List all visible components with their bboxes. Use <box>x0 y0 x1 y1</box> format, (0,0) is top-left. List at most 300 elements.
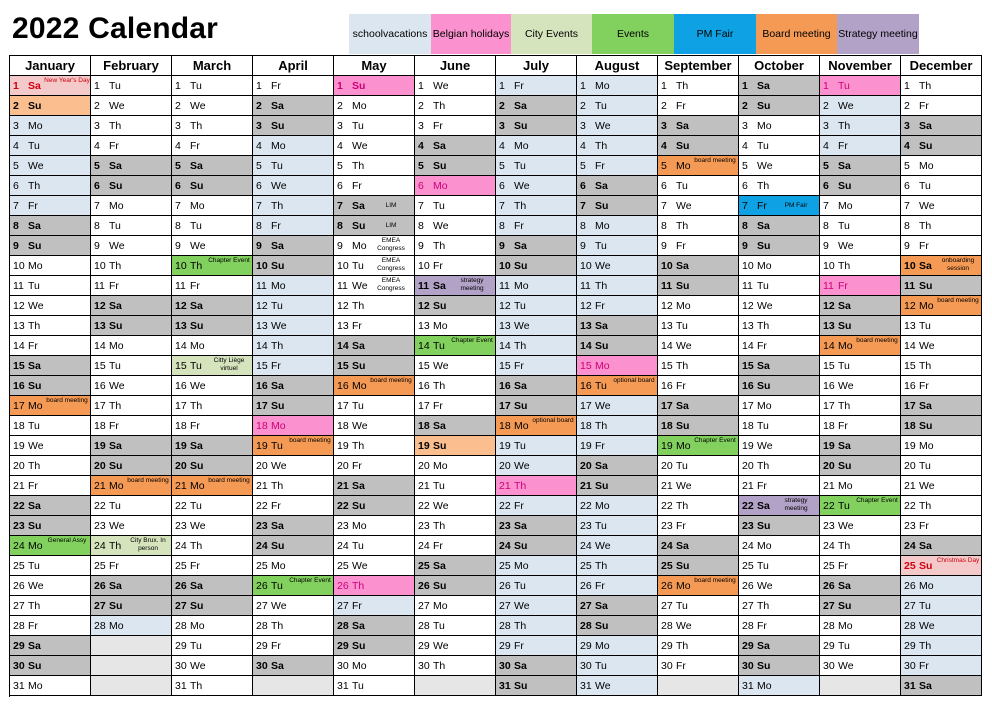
day-cell[interactable] <box>739 156 820 176</box>
day-cell[interactable] <box>91 316 172 336</box>
day-cell[interactable] <box>577 236 658 256</box>
day-cell[interactable] <box>901 496 982 516</box>
day-cell[interactable] <box>334 276 415 296</box>
day-cell[interactable] <box>658 616 739 636</box>
day-cell[interactable] <box>658 116 739 136</box>
day-cell[interactable] <box>496 116 577 136</box>
day-cell[interactable] <box>91 116 172 136</box>
day-cell[interactable] <box>820 516 901 536</box>
day-cell[interactable] <box>658 596 739 616</box>
day-cell[interactable] <box>334 636 415 656</box>
day-cell[interactable] <box>172 276 253 296</box>
day-cell[interactable] <box>496 636 577 656</box>
day-cell[interactable] <box>901 276 982 296</box>
day-cell[interactable] <box>658 156 739 176</box>
day-cell[interactable] <box>415 476 496 496</box>
day-cell[interactable] <box>658 176 739 196</box>
day-cell[interactable] <box>739 516 820 536</box>
day-cell[interactable] <box>577 656 658 676</box>
day-cell[interactable] <box>91 556 172 576</box>
day-cell[interactable] <box>172 496 253 516</box>
day-cell[interactable] <box>334 416 415 436</box>
day-cell[interactable] <box>577 156 658 176</box>
day-cell[interactable] <box>901 576 982 596</box>
day-cell[interactable] <box>334 476 415 496</box>
day-cell[interactable] <box>820 296 901 316</box>
day-cell[interactable] <box>820 256 901 276</box>
day-cell[interactable] <box>658 436 739 456</box>
day-cell[interactable] <box>496 136 577 156</box>
day-cell[interactable] <box>496 236 577 256</box>
day-cell[interactable] <box>820 196 901 216</box>
day-cell[interactable] <box>253 116 334 136</box>
day-cell[interactable] <box>901 356 982 376</box>
day-cell[interactable] <box>415 196 496 216</box>
day-cell[interactable] <box>91 96 172 116</box>
day-cell[interactable] <box>253 176 334 196</box>
day-cell[interactable] <box>172 416 253 436</box>
day-cell[interactable] <box>253 316 334 336</box>
day-cell[interactable] <box>10 136 91 156</box>
day-cell[interactable] <box>253 256 334 276</box>
day-cell[interactable] <box>739 136 820 156</box>
day-cell[interactable] <box>253 596 334 616</box>
day-cell[interactable] <box>820 276 901 296</box>
day-cell[interactable] <box>658 576 739 596</box>
day-cell[interactable] <box>901 676 982 696</box>
day-cell[interactable] <box>820 536 901 556</box>
day-cell[interactable] <box>91 276 172 296</box>
day-cell[interactable] <box>577 276 658 296</box>
day-cell[interactable] <box>496 376 577 396</box>
day-cell[interactable] <box>739 176 820 196</box>
day-cell[interactable] <box>91 236 172 256</box>
day-cell[interactable] <box>739 356 820 376</box>
day-cell[interactable] <box>820 136 901 156</box>
day-cell[interactable] <box>496 356 577 376</box>
day-cell[interactable] <box>334 76 415 96</box>
day-cell[interactable] <box>91 136 172 156</box>
day-cell[interactable] <box>739 196 820 216</box>
day-cell[interactable] <box>739 576 820 596</box>
day-cell[interactable] <box>172 76 253 96</box>
day-cell[interactable] <box>577 496 658 516</box>
day-cell[interactable] <box>739 316 820 336</box>
day-cell[interactable] <box>577 356 658 376</box>
day-cell[interactable] <box>415 156 496 176</box>
day-cell[interactable] <box>820 596 901 616</box>
day-cell[interactable] <box>820 336 901 356</box>
day-cell[interactable] <box>901 136 982 156</box>
day-cell[interactable] <box>10 316 91 336</box>
day-cell[interactable] <box>496 536 577 556</box>
day-cell[interactable] <box>901 616 982 636</box>
day-cell[interactable] <box>820 356 901 376</box>
day-cell[interactable] <box>577 436 658 456</box>
day-cell[interactable] <box>901 396 982 416</box>
day-cell[interactable] <box>577 476 658 496</box>
day-cell[interactable] <box>739 96 820 116</box>
day-cell[interactable] <box>820 76 901 96</box>
day-cell[interactable] <box>334 656 415 676</box>
day-cell[interactable] <box>253 576 334 596</box>
day-cell[interactable] <box>415 76 496 96</box>
day-cell[interactable] <box>496 156 577 176</box>
day-cell[interactable] <box>739 496 820 516</box>
day-cell[interactable] <box>253 276 334 296</box>
day-cell[interactable] <box>10 216 91 236</box>
day-cell[interactable] <box>415 616 496 636</box>
day-cell[interactable] <box>253 76 334 96</box>
day-cell[interactable] <box>172 456 253 476</box>
day-cell[interactable] <box>10 396 91 416</box>
day-cell[interactable] <box>172 96 253 116</box>
day-cell[interactable] <box>496 516 577 536</box>
day-cell[interactable] <box>415 396 496 416</box>
day-cell[interactable] <box>10 276 91 296</box>
day-cell[interactable] <box>91 576 172 596</box>
day-cell[interactable] <box>10 636 91 656</box>
day-cell[interactable] <box>10 96 91 116</box>
day-cell[interactable] <box>820 216 901 236</box>
day-cell[interactable] <box>415 296 496 316</box>
day-cell[interactable] <box>415 376 496 396</box>
day-cell[interactable] <box>658 196 739 216</box>
day-cell[interactable] <box>901 176 982 196</box>
day-cell[interactable] <box>739 616 820 636</box>
day-cell[interactable] <box>901 516 982 536</box>
day-cell[interactable] <box>577 376 658 396</box>
day-cell[interactable] <box>172 296 253 316</box>
day-cell[interactable] <box>496 276 577 296</box>
day-cell[interactable] <box>253 396 334 416</box>
day-cell[interactable] <box>334 136 415 156</box>
day-cell[interactable] <box>172 636 253 656</box>
day-cell[interactable] <box>91 496 172 516</box>
day-cell[interactable] <box>901 596 982 616</box>
day-cell[interactable] <box>334 256 415 276</box>
day-cell[interactable] <box>91 476 172 496</box>
day-cell[interactable] <box>10 416 91 436</box>
day-cell[interactable] <box>739 116 820 136</box>
day-cell[interactable] <box>901 656 982 676</box>
day-cell[interactable] <box>820 316 901 336</box>
day-cell[interactable] <box>901 296 982 316</box>
day-cell[interactable] <box>415 536 496 556</box>
day-cell[interactable] <box>253 636 334 656</box>
day-cell[interactable] <box>415 176 496 196</box>
day-cell[interactable] <box>172 676 253 696</box>
day-cell[interactable] <box>91 456 172 476</box>
day-cell[interactable] <box>172 136 253 156</box>
day-cell[interactable] <box>577 296 658 316</box>
day-cell[interactable] <box>415 516 496 536</box>
day-cell[interactable] <box>10 236 91 256</box>
day-cell[interactable] <box>172 376 253 396</box>
day-cell[interactable] <box>496 556 577 576</box>
day-cell[interactable] <box>739 436 820 456</box>
day-cell[interactable] <box>253 136 334 156</box>
day-cell[interactable] <box>820 116 901 136</box>
day-cell[interactable] <box>415 276 496 296</box>
day-cell[interactable] <box>577 416 658 436</box>
day-cell[interactable] <box>901 76 982 96</box>
day-cell[interactable] <box>10 576 91 596</box>
day-cell[interactable] <box>91 176 172 196</box>
day-cell[interactable] <box>253 196 334 216</box>
day-cell[interactable] <box>334 616 415 636</box>
day-cell[interactable] <box>91 216 172 236</box>
day-cell[interactable] <box>91 436 172 456</box>
day-cell[interactable] <box>901 116 982 136</box>
day-cell[interactable] <box>172 596 253 616</box>
day-cell[interactable] <box>334 436 415 456</box>
day-cell[interactable] <box>820 176 901 196</box>
day-cell[interactable] <box>496 256 577 276</box>
day-cell[interactable] <box>415 656 496 676</box>
day-cell[interactable] <box>577 676 658 696</box>
day-cell[interactable] <box>334 216 415 236</box>
day-cell[interactable] <box>496 176 577 196</box>
day-cell[interactable] <box>334 396 415 416</box>
day-cell[interactable] <box>253 416 334 436</box>
day-cell[interactable] <box>415 636 496 656</box>
day-cell[interactable] <box>658 636 739 656</box>
day-cell[interactable] <box>253 496 334 516</box>
day-cell[interactable] <box>253 296 334 316</box>
day-cell[interactable] <box>415 456 496 476</box>
day-cell[interactable] <box>415 116 496 136</box>
day-cell[interactable] <box>334 496 415 516</box>
day-cell[interactable] <box>820 476 901 496</box>
day-cell[interactable] <box>10 456 91 476</box>
day-cell[interactable] <box>253 456 334 476</box>
day-cell[interactable] <box>172 256 253 276</box>
day-cell[interactable] <box>91 296 172 316</box>
day-cell[interactable] <box>91 336 172 356</box>
day-cell[interactable] <box>172 316 253 336</box>
day-cell[interactable] <box>658 496 739 516</box>
day-cell[interactable] <box>334 536 415 556</box>
day-cell[interactable] <box>10 616 91 636</box>
day-cell[interactable] <box>415 236 496 256</box>
day-cell[interactable] <box>10 436 91 456</box>
day-cell[interactable] <box>10 496 91 516</box>
day-cell[interactable] <box>334 356 415 376</box>
day-cell[interactable] <box>91 376 172 396</box>
day-cell[interactable] <box>172 396 253 416</box>
day-cell[interactable] <box>253 536 334 556</box>
day-cell[interactable] <box>901 436 982 456</box>
day-cell[interactable] <box>901 256 982 276</box>
day-cell[interactable] <box>172 116 253 136</box>
day-cell[interactable] <box>415 316 496 336</box>
day-cell[interactable] <box>415 356 496 376</box>
day-cell[interactable] <box>415 96 496 116</box>
day-cell[interactable] <box>820 656 901 676</box>
day-cell[interactable] <box>658 336 739 356</box>
day-cell[interactable] <box>496 96 577 116</box>
day-cell[interactable] <box>253 436 334 456</box>
day-cell[interactable] <box>496 616 577 636</box>
day-cell[interactable] <box>496 196 577 216</box>
day-cell[interactable] <box>415 596 496 616</box>
day-cell[interactable] <box>496 676 577 696</box>
day-cell[interactable] <box>739 256 820 276</box>
day-cell[interactable] <box>901 316 982 336</box>
day-cell[interactable] <box>253 336 334 356</box>
day-cell[interactable] <box>577 636 658 656</box>
day-cell[interactable] <box>820 156 901 176</box>
day-cell[interactable] <box>10 76 91 96</box>
day-cell[interactable] <box>415 136 496 156</box>
day-cell[interactable] <box>658 416 739 436</box>
day-cell[interactable] <box>739 416 820 436</box>
day-cell[interactable] <box>658 136 739 156</box>
day-cell[interactable] <box>901 376 982 396</box>
day-cell[interactable] <box>91 396 172 416</box>
day-cell[interactable] <box>10 676 91 696</box>
day-cell[interactable] <box>415 216 496 236</box>
day-cell[interactable] <box>10 256 91 276</box>
day-cell[interactable] <box>577 216 658 236</box>
day-cell[interactable] <box>496 436 577 456</box>
day-cell[interactable] <box>820 376 901 396</box>
day-cell[interactable] <box>901 216 982 236</box>
day-cell[interactable] <box>334 236 415 256</box>
day-cell[interactable] <box>334 116 415 136</box>
day-cell[interactable] <box>172 336 253 356</box>
day-cell[interactable] <box>739 656 820 676</box>
day-cell[interactable] <box>172 556 253 576</box>
day-cell[interactable] <box>577 576 658 596</box>
day-cell[interactable] <box>253 356 334 376</box>
day-cell[interactable] <box>658 536 739 556</box>
day-cell[interactable] <box>739 236 820 256</box>
day-cell[interactable] <box>253 376 334 396</box>
day-cell[interactable] <box>577 176 658 196</box>
day-cell[interactable] <box>91 196 172 216</box>
day-cell[interactable] <box>415 576 496 596</box>
day-cell[interactable] <box>91 416 172 436</box>
day-cell[interactable] <box>901 236 982 256</box>
day-cell[interactable] <box>10 536 91 556</box>
day-cell[interactable] <box>901 556 982 576</box>
day-cell[interactable] <box>496 656 577 676</box>
day-cell[interactable] <box>91 516 172 536</box>
day-cell[interactable] <box>820 96 901 116</box>
day-cell[interactable] <box>901 336 982 356</box>
day-cell[interactable] <box>577 76 658 96</box>
day-cell[interactable] <box>172 436 253 456</box>
day-cell[interactable] <box>739 476 820 496</box>
day-cell[interactable] <box>334 336 415 356</box>
day-cell[interactable] <box>172 356 253 376</box>
day-cell[interactable] <box>253 516 334 536</box>
day-cell[interactable] <box>253 156 334 176</box>
day-cell[interactable] <box>10 156 91 176</box>
day-cell[interactable] <box>739 336 820 356</box>
day-cell[interactable] <box>172 536 253 556</box>
day-cell[interactable] <box>820 636 901 656</box>
day-cell[interactable] <box>577 136 658 156</box>
day-cell[interactable] <box>10 176 91 196</box>
day-cell[interactable] <box>10 596 91 616</box>
day-cell[interactable] <box>658 376 739 396</box>
day-cell[interactable] <box>658 396 739 416</box>
day-cell[interactable] <box>739 76 820 96</box>
day-cell[interactable] <box>820 576 901 596</box>
day-cell[interactable] <box>334 456 415 476</box>
day-cell[interactable] <box>739 556 820 576</box>
day-cell[interactable] <box>172 236 253 256</box>
day-cell[interactable] <box>739 536 820 556</box>
day-cell[interactable] <box>577 336 658 356</box>
day-cell[interactable] <box>658 476 739 496</box>
day-cell[interactable] <box>253 96 334 116</box>
day-cell[interactable] <box>577 456 658 476</box>
day-cell[interactable] <box>820 236 901 256</box>
day-cell[interactable] <box>577 116 658 136</box>
day-cell[interactable] <box>577 596 658 616</box>
day-cell[interactable] <box>820 496 901 516</box>
day-cell[interactable] <box>91 536 172 556</box>
day-cell[interactable] <box>334 156 415 176</box>
day-cell[interactable] <box>334 296 415 316</box>
day-cell[interactable] <box>496 576 577 596</box>
day-cell[interactable] <box>658 216 739 236</box>
day-cell[interactable] <box>10 196 91 216</box>
day-cell[interactable] <box>253 236 334 256</box>
day-cell[interactable] <box>739 296 820 316</box>
day-cell[interactable] <box>577 96 658 116</box>
day-cell[interactable] <box>334 516 415 536</box>
day-cell[interactable] <box>577 536 658 556</box>
day-cell[interactable] <box>901 476 982 496</box>
day-cell[interactable] <box>901 416 982 436</box>
day-cell[interactable] <box>739 276 820 296</box>
day-cell[interactable] <box>577 316 658 336</box>
day-cell[interactable] <box>739 676 820 696</box>
day-cell[interactable] <box>658 236 739 256</box>
day-cell[interactable] <box>739 216 820 236</box>
day-cell[interactable] <box>496 476 577 496</box>
day-cell[interactable] <box>901 456 982 476</box>
day-cell[interactable] <box>10 516 91 536</box>
day-cell[interactable] <box>496 596 577 616</box>
day-cell[interactable] <box>739 396 820 416</box>
day-cell[interactable] <box>658 316 739 336</box>
day-cell[interactable] <box>91 356 172 376</box>
day-cell[interactable] <box>334 576 415 596</box>
day-cell[interactable] <box>577 256 658 276</box>
day-cell[interactable] <box>577 516 658 536</box>
day-cell[interactable] <box>334 556 415 576</box>
day-cell[interactable] <box>10 556 91 576</box>
day-cell[interactable] <box>658 276 739 296</box>
day-cell[interactable] <box>10 336 91 356</box>
day-cell[interactable] <box>577 396 658 416</box>
day-cell[interactable] <box>172 216 253 236</box>
day-cell[interactable] <box>172 156 253 176</box>
day-cell[interactable] <box>496 496 577 516</box>
day-cell[interactable] <box>10 476 91 496</box>
day-cell[interactable] <box>901 96 982 116</box>
day-cell[interactable] <box>334 596 415 616</box>
day-cell[interactable] <box>172 576 253 596</box>
day-cell[interactable] <box>901 536 982 556</box>
day-cell[interactable] <box>658 556 739 576</box>
